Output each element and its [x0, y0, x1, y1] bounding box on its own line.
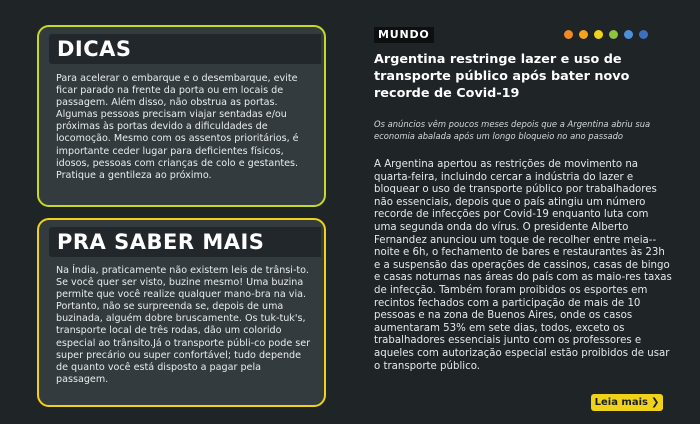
headline: Argentina restringe lazer e uso de transporte público após bater novo recorde de Covid-19: [374, 52, 630, 101]
chevron-right-icon: ❯: [650, 397, 660, 408]
pra-saber-mais-header: [49, 227, 321, 257]
pra-saber-mais-title: PRA SABER MAIS: [57, 230, 265, 254]
pra-saber-mais-text: Na Índia, praticamente não existem leis de trânsi-to. Se você quer ser visto, buzine mesmo! Uma buzina permite que você realize qualquer mano-bra na via. Portanto, não se surpreenda se, depois de uma buzinada, alguém dobre bruscamente. Os tuk-tuk's, transporte local de três rodas, dão um colorido especial ao trânsito.Já o transporte públi-co pode ser super precário ou super confortável; tudo depende de quanto você está disposto a pagar pela passagem.: [56, 265, 311, 385]
color-dot: [594, 30, 603, 39]
color-dot: [639, 30, 648, 39]
pra-saber-mais-card: [37, 218, 326, 407]
dicas-card: [37, 25, 326, 207]
read-more-button[interactable]: [591, 394, 663, 411]
color-dot: [579, 30, 588, 39]
article-body: A Argentina apertou as restrições de movimento na quarta-feira, incluindo cercar a indústria do lazer e bloquear o uso de transporte público por trabalhadores não essenciais, depois que o país atingiu um número recorde de infecções por Covid-19 enquanto luta com uma segunda onda do vírus. O presidente Alberto Fernandez anunciou um toque de recolher entre meia--noite e 6h, o fechamento de bares e restaurantes às 23h e a suspensão das operações de cassinos, casas de bingo e casas noturnas nas áreas do país com as maio-res taxas de infecção. Também foram proibidos os esportes em recintos fechados com a participação de mais de 10 pessoas e na zona de Buenos Aires, onde os casos aumentaram 53% em sete dias, todos, exceto os trabalhadores essenciais junto com os professores e aqueles com autorização especial estão proibidos de usar o transporte público.: [374, 159, 672, 372]
color-dot: [609, 30, 618, 39]
section-tag: MUNDO: [374, 27, 434, 43]
color-dots: [564, 30, 654, 39]
color-dot: [564, 30, 573, 39]
dicas-text: Para acelerar o embarque e o desembarque, evite ficar parado na frente da porta ou em locais de passagem. Além disso, não obstrua as portas. Algumas pessoas precisam viajar sentadas e/ou próximas às portas devido a dificuldades de locomoção. Mesmo com os assentos prioritários, é importante ceder lugar para deficientes físicos, idosos, pessoas com crianças de colo e gestantes. Pratique a gentileza ao próximo.: [56, 73, 299, 181]
dicas-title: DICAS: [57, 37, 132, 61]
lede: Os anúncios vêm poucos meses depois que a Argentina abriu sua economia abalada após um longo bloqueio no ano passado: [374, 119, 651, 141]
read-more-label: Leia mais: [594, 397, 648, 408]
dicas-header: [49, 34, 321, 64]
color-dot: [624, 30, 633, 39]
